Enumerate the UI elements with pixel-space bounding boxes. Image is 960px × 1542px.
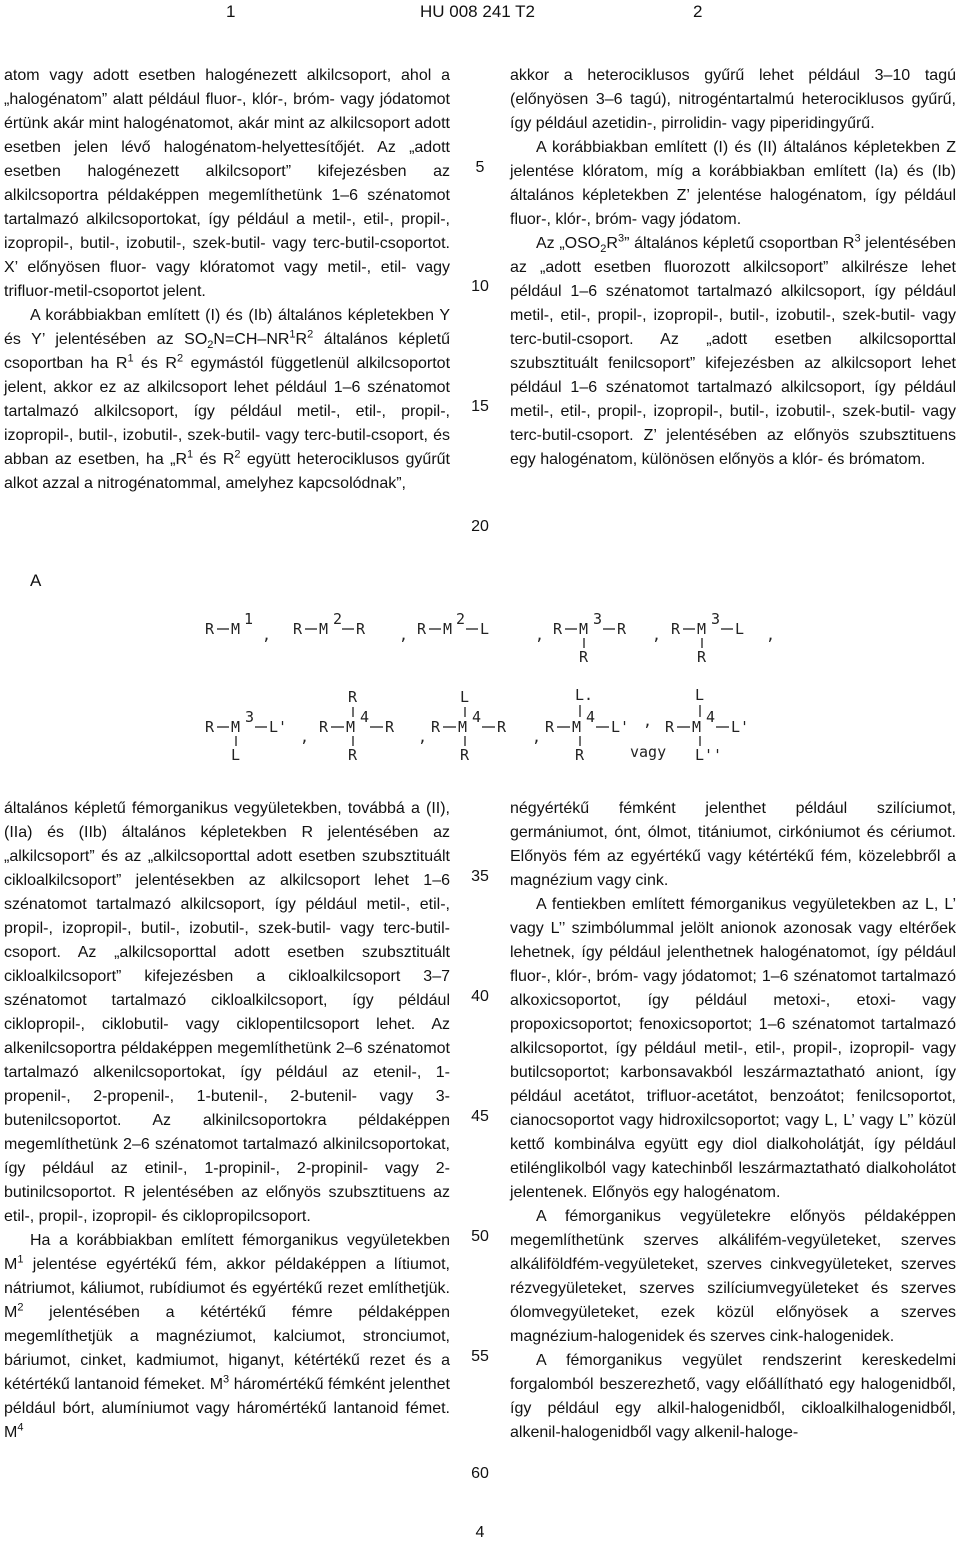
svg-text:R: R bbox=[356, 620, 366, 638]
paragraph: általános képletű fémorganikus vegyületekben, továbbá a (II), (IIa) és (IIb) általános képletekben R jelentésében az „alkilcsoport” és az „alkilcsoporttal adott esetben szubsztituált cikloalkilcsoport” jelentésekben az alkilcsoport lehet 1–6 szénatomot tartalmazó alkilcsoport, így például metil-, etil-, propil-, izopropil-, butil-, izobutil-, szek-butil- vagy terc-butil-csoport. Az „alkilcsoporttal adott esetben szubsztituált cikloalkilcsoport” kifejezésben a cikloalkilcsoport 3–7 szénatomot tartalmazó cikloalkilcsoport, így például ciklopropil-, ciklobutil- vagy ciklopentilcsoport lehet. Az alkenilcsoportra példaképpen megemlíthetünk 2–6 szénatomot tartalmazó alkenilcsoportokat, így például az etenil-, 1-propenil-, 2-propenil-, 1-butenil-, 2-butenil- vagy 3-butenilcsoportot. Az alkinilcsoportokra példaképpen megemlíthetünk 2–6 szénatomot tartalmazó alkinilcsoportokat, így például az etinil-, 1-propinil-, 2-propinil- vagy 2-butinilcsoportot. R jelentésében az előnyös szubsztituens az etil-, propil-, izopropil- és ciklopropilcsoport. bbox=[4, 800, 450, 1225]
svg-text:M: M bbox=[231, 620, 241, 638]
paragraph: akkor a heterociklusos gyűrű lehet például 3–10 tagú (előnyösen 3–6 tagú), nitrogéntartalmú heterociklusos gyűrű, így például azetidin-, pirrolidin- vagy piperidingyűrű. bbox=[510, 67, 956, 132]
svg-text:M: M bbox=[443, 620, 453, 638]
formula-r-m2-r bbox=[293, 610, 408, 644]
line-number: 5 bbox=[475, 159, 485, 176]
svg-text:4: 4 bbox=[360, 708, 370, 726]
formula-r-m4-l-l1-l2 bbox=[665, 686, 749, 764]
svg-text:,: , bbox=[766, 626, 776, 644]
formula-r-m4-r-r-r-r bbox=[319, 688, 427, 764]
line-number: 20 bbox=[471, 518, 489, 535]
svg-text:4: 4 bbox=[706, 708, 716, 726]
paragraph: A fentiekben említett fémorganikus vegyületekben az L, L’ vagy L’’ szimbólummal jelölt anionok azonosak vagy eltérőek lehetnek, így például jelenthetnek halogénatomot, így például fluor-, klór-, bróm- vagy jódatomot; 1–6 szénatomot tartalmazó alkoxicsoportot, így például metoxi-, etoxi- vagy propoxicsoportot; fenoxicsoportot; 1–6 szénatomot tartalmazó alkilcsoportot, így például metil-, etil-, propil-, izopropil- vagy butilcsoportot; karbonsavakból leszármaztatható aniont, így például acetátot, trifluor-acetátot, benzoátot; fenilcsoportot, cianocsoportot vagy hidroxilcsoportot; vagy L, L’ vagy L’’ közül kettő kombinálva együtt egy diol dialkoholátját, így például etilénglikolból vagy katechinből leszármaztatható dialkoholátot jelentenek. Előnyös egy halogénatom. bbox=[510, 896, 956, 1201]
svg-text:R: R bbox=[417, 620, 427, 638]
svg-text:R: R bbox=[497, 718, 507, 736]
svg-text:R: R bbox=[293, 620, 303, 638]
svg-text:3: 3 bbox=[711, 610, 721, 628]
svg-text:R: R bbox=[319, 718, 329, 736]
svg-text:R: R bbox=[348, 746, 358, 764]
svg-text:M: M bbox=[692, 718, 702, 736]
svg-text:L': L' bbox=[731, 718, 750, 736]
document-id: HU 008 241 T2 bbox=[420, 2, 535, 21]
svg-text:R: R bbox=[575, 746, 585, 764]
svg-text:M: M bbox=[231, 718, 241, 736]
svg-text:R: R bbox=[579, 648, 589, 666]
svg-text:4: 4 bbox=[472, 708, 482, 726]
paragraph: A fémorganikus vegyület rendszerint kereskedelmi forgalomból beszerezhető, vagy előállítható egy halogenidből, így például egy alkil-halogenidből, cikloalkilhalogenidből, alkenil-halogenidből vagy alkenil-haloge- bbox=[510, 1352, 956, 1441]
formula-r-m4-l-r-r-r bbox=[431, 688, 541, 764]
svg-text:,: , bbox=[300, 728, 310, 746]
svg-text:R: R bbox=[697, 648, 707, 666]
svg-text:L: L bbox=[695, 686, 705, 704]
svg-text:L: L bbox=[231, 746, 241, 764]
svg-text:R: R bbox=[205, 620, 215, 638]
svg-text:,: , bbox=[399, 626, 409, 644]
page-number: 4 bbox=[475, 1524, 485, 1541]
svg-text:R: R bbox=[617, 620, 627, 638]
svg-text:3: 3 bbox=[593, 610, 603, 628]
svg-text:,: , bbox=[643, 712, 653, 730]
line-number: 50 bbox=[471, 1228, 489, 1245]
svg-text:R: R bbox=[460, 746, 470, 764]
svg-text:M: M bbox=[697, 620, 707, 638]
paragraph: Az $„OSO_2R^3$” általános képletű csoportban $R^3$ jelentésében az „adott esetben fluorozott alkilcsoport” alkilrésze lehet például 1–6 szénatomot tartalmazó alkilcsoport, így például metil-, etil-, propil-, izopropil-, butil-, izobutil-, szek-butil- vagy terc-butil-csoport. Az „adott esetben alkilcsoporttal szubsztituált fenilcsoport” kifejezésben az alkilcsoport lehet például 1–6 szénatomot tartalmazó alkilcsoport, így például metil-, etil-, propil-, izopropil-, butil-, izobutil-, szek-butil- vagy terc-butil-csoport. Z’ jelentésében az előnyös szubsztituens egy halogénatom, különösen előnyös a klór- és brómatom. bbox=[510, 232, 957, 468]
svg-text:,: , bbox=[418, 728, 428, 746]
paragraph: atom vagy adott esetben halogénezett alkilcsoport, ahol a „halogénatom” alatt például fluor-, klór-, bróm- vagy jódatomot értünk akár mint halogénatomot, akár mint az alkilcsoport adott esetben jelen lévő halogénatom-helyettesítőjét. Az „adott esetben halogénezett alkilcsoport” kifejezésben az alkilcsoportra példaképpen megemlíthetünk 1–6 szénatomot tartalmazó alkilcsoportokat, így például a metil-, etil-, propil-, izopropil-, butil-, izobutil-, szek-butil- vagy terc-butil-csoportot. X’ előnyösen fluor- vagy klóratomot vagy metil-, etil- vagy trifluor-metil-csoportot jelent. bbox=[4, 67, 450, 300]
svg-text:R: R bbox=[665, 718, 675, 736]
top-left-column bbox=[4, 64, 450, 496]
svg-text:R: R bbox=[671, 620, 681, 638]
line-number: 45 bbox=[471, 1108, 489, 1125]
formula-r-m1 bbox=[205, 610, 271, 644]
vagy-text: vagy bbox=[630, 743, 667, 761]
formula-r-m2-l bbox=[417, 610, 544, 644]
svg-text:2: 2 bbox=[333, 610, 343, 628]
svg-text:L: L bbox=[480, 620, 490, 638]
top-right-column bbox=[510, 64, 956, 472]
line-number: 60 bbox=[471, 1465, 489, 1482]
svg-text:R: R bbox=[545, 718, 555, 736]
paragraph: Ha a korábbiakban említett fémorganikus vegyületekben $M^1$ jelentése egyértékű fém, akkor példaképpen a lítiumot, nátriumot, káliumot, rubídiumot és egyértékű rezet említhetjük. $M^2$ jelentésében a kétértékű fémre példaképpen megemlíthetjük a magnéziumot, kalciumot, stronciumot, báriumot, cinket, kadmiumot, higanyt, kétértékű rezet és a kétértékű lantanoid fémeket. $M^3$ háromértékű fémként jelenthet például bórt, alumíniumot vagy háromértékű lantanoid fémet. $M^4$ bbox=[4, 1232, 451, 1441]
svg-text:M: M bbox=[458, 718, 468, 736]
svg-text:L: L bbox=[735, 620, 745, 638]
svg-text:R: R bbox=[205, 718, 215, 736]
bottom-left-column bbox=[4, 797, 450, 1445]
line-number: 40 bbox=[471, 988, 489, 1005]
paragraph: A fémorganikus vegyületekre előnyös példaképpen megemlíthetünk szerves alkálifém-vegyületeket, szerves alkáliföldfém-vegyületeket, szerves cinkvegyületeket, szerves rézvegyületeket, szerves szilíciumvegyületeket és szerves ólomvegyületeket, ezek közül előnyösek a szerves magnézium-halogenidek és szerves cink-halogenidek. bbox=[510, 1208, 956, 1345]
svg-text:4: 4 bbox=[586, 708, 596, 726]
svg-text:M: M bbox=[572, 718, 582, 736]
svg-text:R: R bbox=[553, 620, 563, 638]
right-page-number: 2 bbox=[693, 2, 703, 21]
svg-text:M: M bbox=[319, 620, 329, 638]
figure-label: A bbox=[30, 571, 42, 590]
svg-text:R: R bbox=[385, 718, 395, 736]
svg-text:L': L' bbox=[269, 718, 288, 736]
svg-text:,: , bbox=[532, 728, 542, 746]
svg-text:R: R bbox=[348, 688, 358, 706]
formula-r-m3-l1-l bbox=[205, 708, 309, 764]
svg-text:L'': L'' bbox=[695, 746, 723, 764]
bottom-right-column bbox=[510, 797, 956, 1445]
formula-r-m3-l-r bbox=[671, 610, 775, 666]
svg-text:L': L' bbox=[611, 718, 630, 736]
line-number: 15 bbox=[471, 398, 489, 415]
line-number: 55 bbox=[471, 1348, 489, 1365]
formula-r-m3-r-r bbox=[553, 610, 661, 666]
svg-text:3: 3 bbox=[245, 708, 255, 726]
line-number: 10 bbox=[471, 278, 489, 295]
svg-text:2: 2 bbox=[456, 610, 466, 628]
organometallic-formulas-figure bbox=[0, 600, 960, 780]
svg-text:,: , bbox=[652, 626, 662, 644]
svg-text:R: R bbox=[431, 718, 441, 736]
svg-text:M: M bbox=[579, 620, 589, 638]
paragraph: négyértékű fémként jelenthet például szilíciumot, germániumot, ónt, ólmot, titániumot, cirkóniumot és cériumot. Előnyös fém az egyértékű vagy kétértékű fém, közelebbről a magnézium vagy cink. bbox=[510, 800, 956, 889]
svg-text:1: 1 bbox=[244, 610, 254, 628]
paragraph: A korábbiakban említett (I) és (II) általános képletekben Z jelentése klóratom, míg a korábbiakban említett (Ia) és (Ib) általános képletekben Z’ jelentése halogénatom, így például fluor-, klór-, bróm- vagy jódatom. bbox=[510, 139, 956, 228]
paragraph: A korábbiakban említett (I) és (Ib) általános képletekben Y és Y’ jelentésében az $SO_2N=CH-NR^1R^2$ általános képletű csoportban ha $R^1$ és $R^2$ egymástól függetlenül alkilcsoportot jelent, akkor ez az alkilcsoport lehet például 1–6 szénatomot tartalmazó alkilcsoport, így például metil-, etil-, propil-, izopropil-, butil-, izobutil-, szek-butil- vagy terc-butil-csoport, és abban az esetben, ha $„R^1$ és $R^2$ együtt heterociklusos gyűrűt alkot azzal a nitrogénatommal, amelyhez kapcsolódnak”, bbox=[4, 307, 451, 492]
svg-text:,: , bbox=[535, 626, 545, 644]
line-number: 35 bbox=[471, 868, 489, 885]
svg-text:M: M bbox=[346, 718, 356, 736]
svg-text:L: L bbox=[460, 688, 470, 706]
left-page-number: 1 bbox=[226, 2, 236, 21]
svg-text:L.: L. bbox=[575, 686, 594, 704]
svg-text:,: , bbox=[262, 626, 272, 644]
